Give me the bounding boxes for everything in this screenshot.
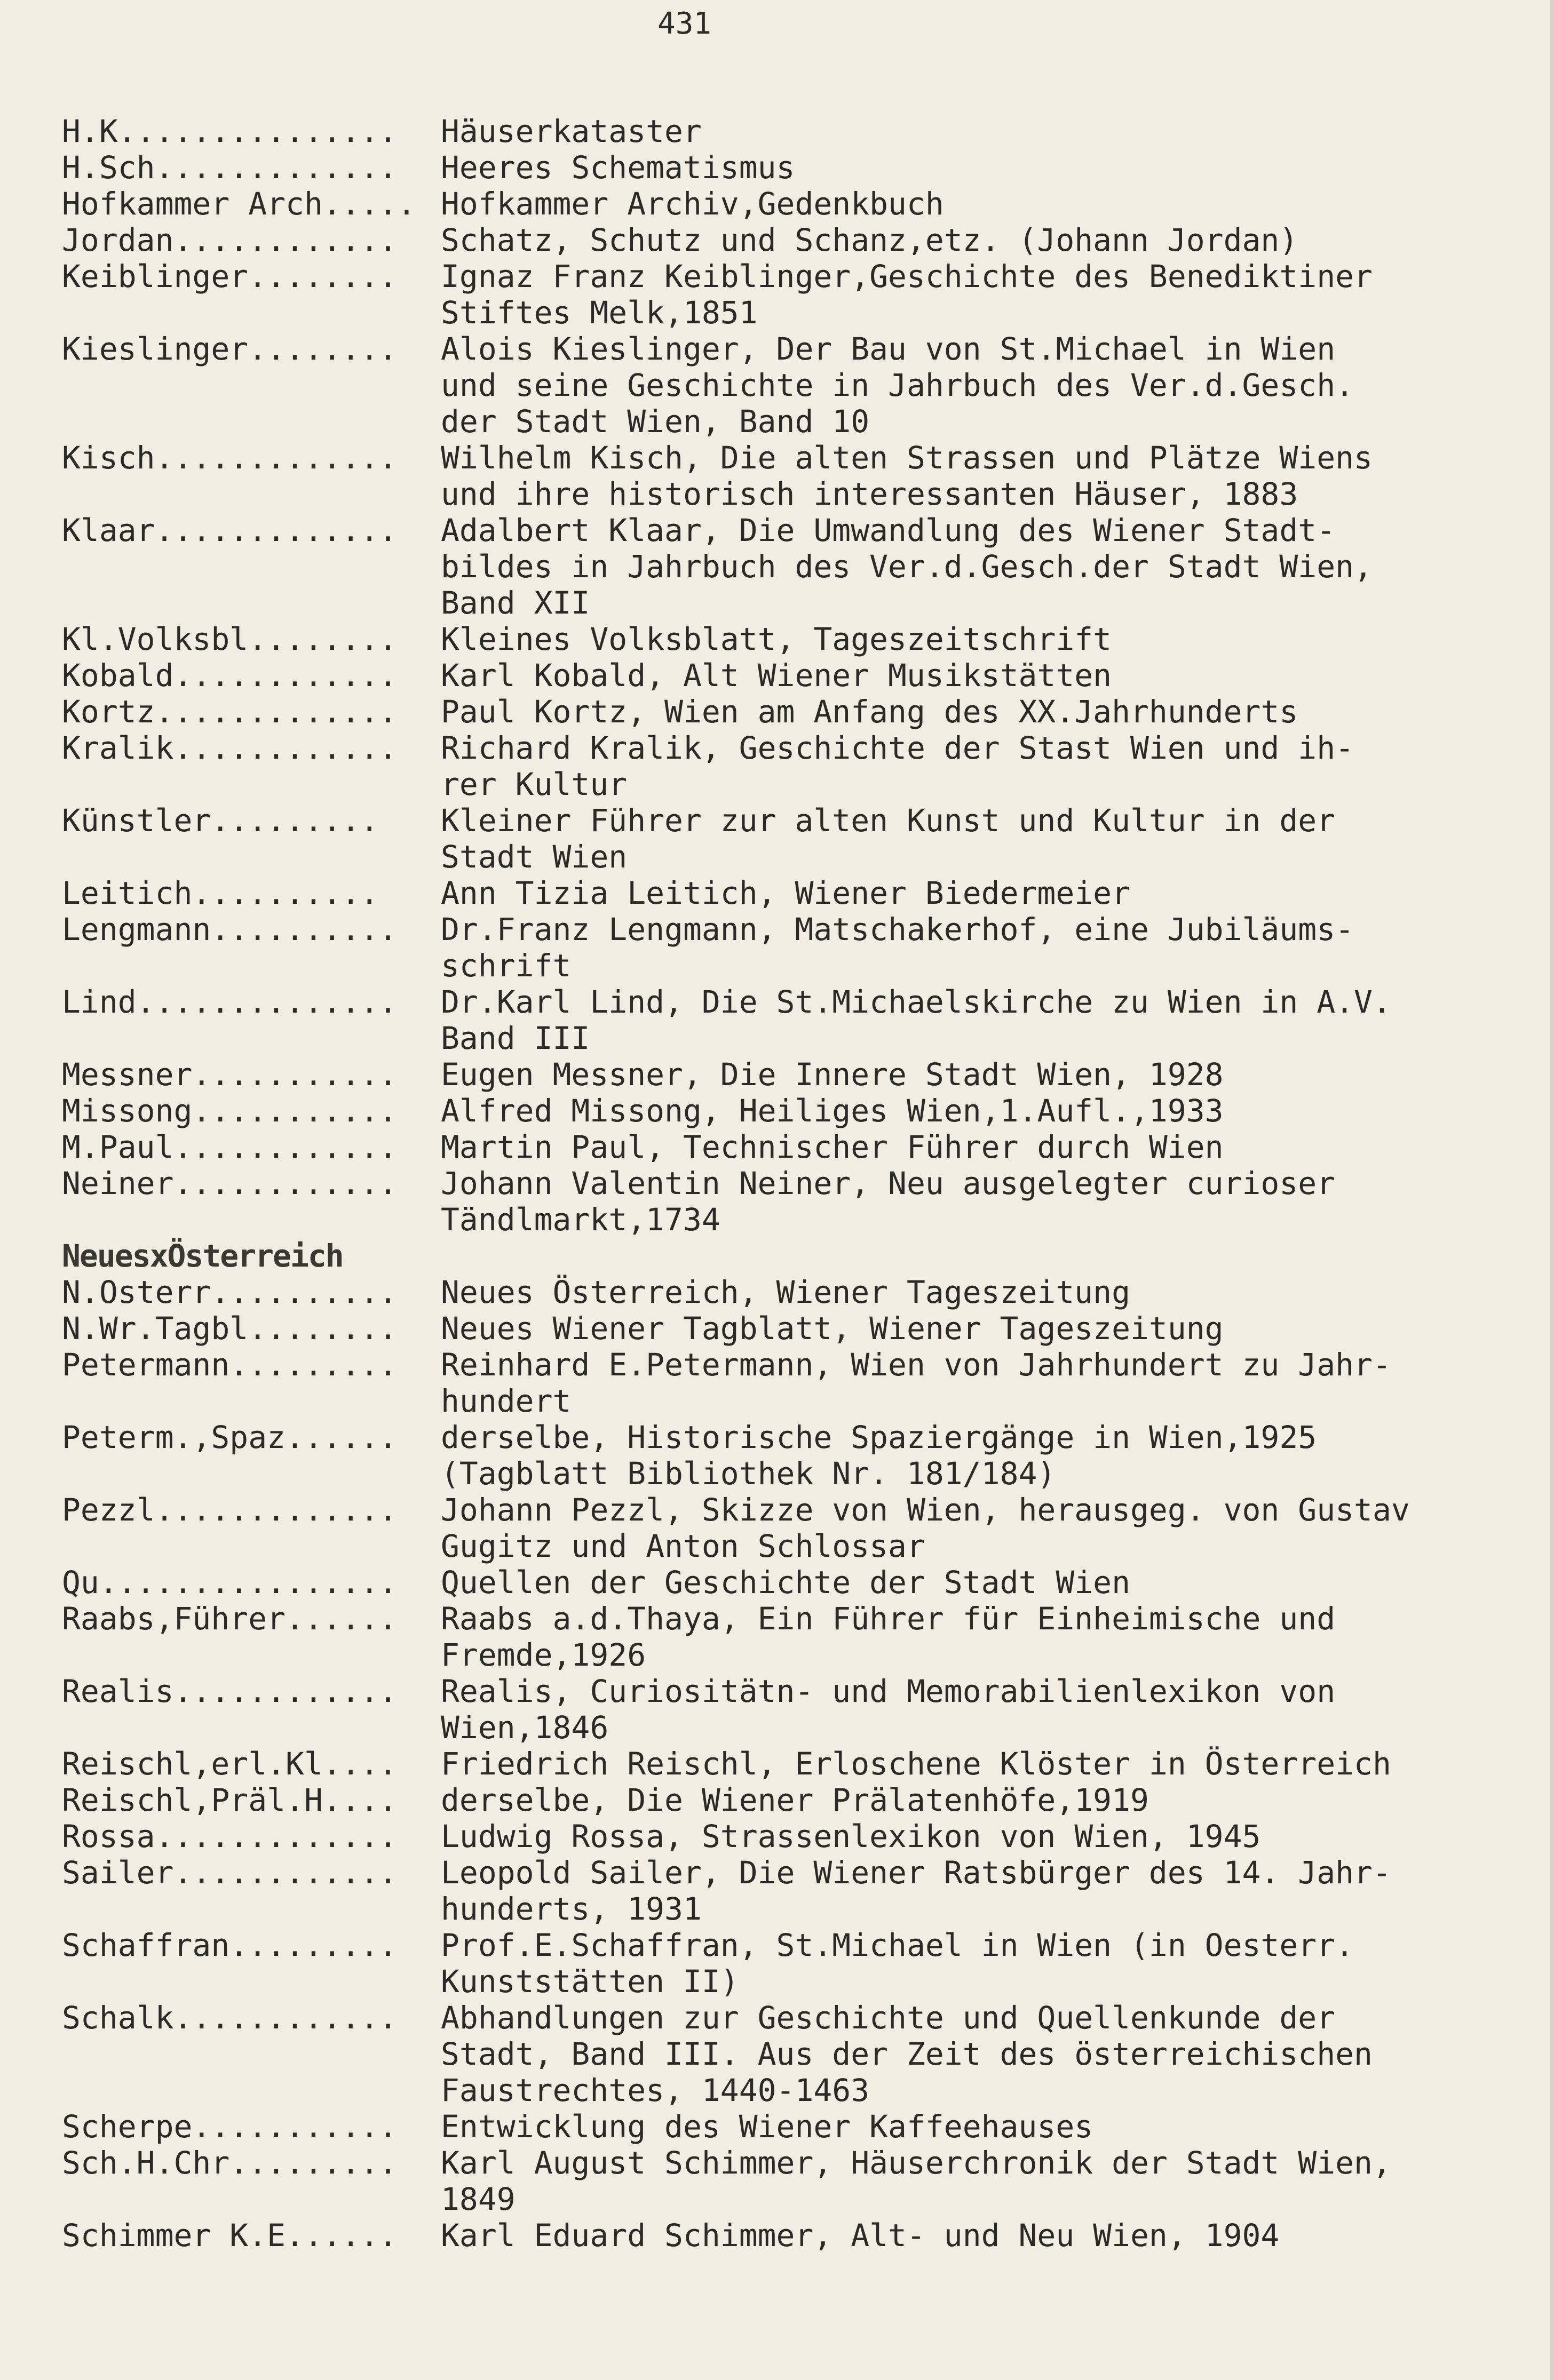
abbreviation-description (441, 1093, 1551, 1129)
abbreviation: Schaffran......... (62, 1927, 398, 1963)
abbreviation: H.K............... (62, 113, 398, 149)
description-line: Johann Valentin Neiner, Neu ausgelegter curioser (441, 1165, 1336, 1201)
description-line: hunderts, 1931 (441, 1891, 702, 1927)
description-line: Wilhelm Kisch, Die alten Strassen und Plätze Wiens (441, 440, 1373, 476)
abbreviation-description (441, 2217, 1551, 2254)
abbreviation-entry (62, 1492, 1554, 1564)
abbreviation-entry (62, 1564, 1554, 1601)
abbreviation-description (441, 694, 1551, 730)
abbreviation: Jordan............ (62, 222, 398, 258)
abbreviation-description (441, 258, 1551, 331)
description-line: und seine Geschichte in Jahrbuch des Ver.d.Gesch. (441, 367, 1354, 403)
description-line: Entwicklung des Wiener Kaffeehauses (441, 2108, 1093, 2145)
page-number: 431 (657, 6, 712, 41)
description-line: und ihre historisch interessanten Häuser, 1883 (441, 476, 1298, 512)
abbreviation-description (441, 984, 1551, 1056)
abbreviation: Schimmer K.E...... (62, 2217, 398, 2254)
abbreviation-description (441, 512, 1551, 621)
abbreviation-entry (62, 149, 1554, 186)
description-line: Hofkammer Archiv,Gedenkbuch (441, 186, 944, 222)
abbreviation-description (441, 1056, 1551, 1093)
description-line: Friedrich Reischl, Erloschene Klöster in Österreich (441, 1746, 1391, 1782)
description-line: Wien,1846 (441, 1709, 609, 1746)
abbreviation: Reischl,Präl.H.... (62, 1782, 398, 1818)
abbreviation-description (441, 730, 1551, 802)
description-line: Martin Paul, Technischer Führer durch Wien (441, 1129, 1224, 1165)
abbreviation-entry (62, 1782, 1554, 1818)
abbreviation-entry (62, 875, 1554, 911)
abbreviation-description (441, 1818, 1551, 1854)
abbreviation: Raabs,Führer...... (62, 1601, 398, 1637)
description-line: rer Kultur (441, 766, 628, 802)
description-line: Stiftes Melk,1851 (441, 294, 758, 331)
description-line: der Stadt Wien, Band 10 (441, 403, 870, 440)
abbreviation-entry (62, 730, 1554, 802)
abbreviation-entry (62, 258, 1554, 331)
abbreviation: Petermann......... (62, 1347, 398, 1383)
description-line: Faustrechtes, 1440-1463 (441, 2072, 870, 2108)
description-line: Stadt, Band III. Aus der Zeit des österreichischen (441, 2036, 1373, 2072)
abbreviation-description (441, 113, 1551, 149)
abbreviation: Realis............ (62, 1673, 398, 1709)
description-line: schrift (441, 948, 572, 984)
abbreviation-description (441, 440, 1551, 512)
abbreviation-entry (62, 1927, 1554, 2000)
abbreviation-description (441, 1347, 1551, 1419)
abbreviation: Klaar............. (62, 512, 398, 548)
abbreviation-description (441, 802, 1551, 875)
description-line: Tändlmarkt,1734 (441, 1201, 720, 1238)
description-line: 1849 (441, 2181, 516, 2217)
description-line: Kunststätten II) (441, 1963, 739, 2000)
abbreviation-entry (62, 1129, 1554, 1165)
abbreviation-description (441, 621, 1551, 657)
description-line: Neues Österreich, Wiener Tageszeitung (441, 1274, 1131, 1310)
description-line: Schatz, Schutz und Schanz,etz. (Johann Jordan) (441, 222, 1298, 258)
abbreviation-list (62, 113, 1554, 2254)
abbreviation: Missong........... (62, 1093, 398, 1129)
abbreviation-entry (62, 1673, 1554, 1746)
abbreviation-description (441, 875, 1551, 911)
description-line: Abhandlungen zur Geschichte und Quellenkunde der (441, 2000, 1336, 2036)
abbreviation-description (441, 1854, 1551, 1927)
abbreviation-entry (62, 186, 1554, 222)
abbreviation-description (441, 2108, 1551, 2145)
description-line: (Tagblatt Bibliothek Nr. 181/184) (441, 1455, 1056, 1492)
description-line: Stadt Wien (441, 839, 628, 875)
abbreviation-entry (62, 331, 1554, 440)
description-line: Realis, Curiositätn- und Memorabilienlexikon von (441, 1673, 1336, 1709)
description-line: Adalbert Klaar, Die Umwandlung des Wiener Stadt- (441, 512, 1336, 548)
abbreviation-description (441, 149, 1551, 186)
abbreviation: Qu................ (62, 1564, 398, 1601)
abbreviation-entry (62, 1093, 1554, 1129)
description-line: Kleiner Führer zur alten Kunst und Kultur in der (441, 802, 1336, 839)
abbreviation-description (441, 1274, 1551, 1310)
abbreviation-description (441, 1492, 1551, 1564)
abbreviation-entry (62, 1238, 1554, 1274)
abbreviation-description (441, 186, 1551, 222)
description-line: Ignaz Franz Keiblinger,Geschichte des Benediktiner (441, 258, 1373, 294)
abbreviation-description (441, 222, 1551, 258)
abbreviation: Kortz............. (62, 694, 398, 730)
abbreviation-entry (62, 2145, 1554, 2217)
abbreviation-description (441, 2000, 1551, 2108)
description-line: Fremde,1926 (441, 1637, 646, 1673)
description-line: Band XII (441, 585, 590, 621)
description-line: Quellen der Geschichte der Stadt Wien (441, 1564, 1131, 1601)
abbreviation-description (441, 1746, 1551, 1782)
abbreviation-description (441, 1564, 1551, 1601)
abbreviation-entry (62, 2108, 1554, 2145)
description-line: Dr.Franz Lengmann, Matschakerhof, eine Jubiläums- (441, 911, 1354, 948)
abbreviation: Neiner............ (62, 1165, 398, 1201)
abbreviation: Messner........... (62, 1056, 398, 1093)
abbreviation-entry (62, 1601, 1554, 1673)
abbreviation: Reischl,erl.Kl.... (62, 1746, 398, 1782)
abbreviation-entry (62, 222, 1554, 258)
description-line: Karl August Schimmer, Häuserchronik der Stadt Wien, (441, 2145, 1391, 2181)
description-line: Neues Wiener Tagblatt, Wiener Tageszeitung (441, 1310, 1224, 1347)
abbreviation-entry (62, 802, 1554, 875)
abbreviation-description (441, 1782, 1551, 1818)
description-line: Eugen Messner, Die Innere Stadt Wien, 1928 (441, 1056, 1224, 1093)
abbreviation-description (441, 1238, 1551, 1274)
abbreviation-entry (62, 1818, 1554, 1854)
abbreviation: Kisch............. (62, 440, 398, 476)
abbreviation-description (441, 331, 1551, 440)
abbreviation-entry (62, 1746, 1554, 1782)
description-line: Karl Kobald, Alt Wiener Musikstätten (441, 657, 1112, 694)
abbreviation-entry (62, 1419, 1554, 1492)
abbreviation-description (441, 1165, 1551, 1238)
description-line: Dr.Karl Lind, Die St.Michaelskirche zu Wien in A.V. (441, 984, 1391, 1020)
abbreviation: Kobald............ (62, 657, 398, 694)
abbreviation: Hofkammer Arch..... (62, 186, 416, 222)
abbreviation: Schalk............ (62, 2000, 398, 2036)
abbreviation: Kieslinger........ (62, 331, 398, 367)
abbreviation-entry (62, 911, 1554, 984)
abbreviation-entry (62, 512, 1554, 621)
abbreviation-description (441, 1673, 1551, 1746)
description-line: Richard Kralik, Geschichte der Stast Wien und ih- (441, 730, 1354, 766)
description-line: Raabs a.d.Thaya, Ein Führer für Einheimische und (441, 1601, 1336, 1637)
description-line (441, 1238, 1551, 1274)
abbreviation-entry (62, 694, 1554, 730)
description-line: hundert (441, 1383, 572, 1419)
abbreviation: Keiblinger........ (62, 258, 398, 294)
abbreviation: Rossa............. (62, 1818, 398, 1854)
abbreviation-description (441, 911, 1551, 984)
description-line: Prof.E.Schaffran, St.Michael in Wien (in Oesterr. (441, 1927, 1354, 1963)
abbreviation-entry (62, 440, 1554, 512)
description-line: Heeres Schematismus (441, 149, 795, 186)
abbreviation-description (441, 2145, 1551, 2217)
abbreviation: Künstler......... (62, 802, 379, 839)
abbreviation-description (441, 1129, 1551, 1165)
abbreviation-entry (62, 1347, 1554, 1419)
abbreviation-description (441, 1310, 1551, 1347)
abbreviation-description (441, 1419, 1551, 1492)
abbreviation: Kl.Volksbl........ (62, 621, 398, 657)
abbreviation: Leitich.......... (62, 875, 379, 911)
page-edge (1550, 0, 1554, 2380)
abbreviation: Sailer............ (62, 1854, 398, 1891)
abbreviation-entry (62, 1854, 1554, 1927)
abbreviation-entry (62, 984, 1554, 1056)
abbreviation-entry (62, 113, 1554, 149)
abbreviation-description (441, 1927, 1551, 2000)
description-line: Karl Eduard Schimmer, Alt- und Neu Wien, 1904 (441, 2217, 1280, 2254)
description-line: Gugitz und Anton Schlossar (441, 1528, 925, 1564)
description-line: derselbe, Historische Spaziergänge in Wien,1925 (441, 1419, 1317, 1455)
description-line: Ludwig Rossa, Strassenlexikon von Wien, 1945 (441, 1818, 1261, 1854)
abbreviation: Peterm.,Spaz...... (62, 1419, 398, 1455)
abbreviation-entry (62, 621, 1554, 657)
abbreviation: Lengmann.......... (62, 911, 398, 948)
abbreviation: Scherpe........... (62, 2108, 398, 2145)
description-line: Häuserkataster (441, 113, 702, 149)
description-line: Reinhard E.Petermann, Wien von Jahrhundert zu Jahr- (441, 1347, 1391, 1383)
abbreviation-description (441, 657, 1551, 694)
abbreviation: N.Osterr.......... (62, 1274, 398, 1310)
description-line: Alfred Missong, Heiliges Wien,1.Aufl.,1933 (441, 1093, 1224, 1129)
abbreviation: Pezzl............. (62, 1492, 398, 1528)
description-line: bildes in Jahrbuch des Ver.d.Gesch.der Stadt Wien, (441, 548, 1373, 585)
abbreviation-entry (62, 657, 1554, 694)
description-line: Paul Kortz, Wien am Anfang des XX.Jahrhunderts (441, 694, 1298, 730)
abbreviation-description (441, 1601, 1551, 1673)
abbreviation-entry (62, 1310, 1554, 1347)
description-line: Leopold Sailer, Die Wiener Ratsbürger des 14. Jahr- (441, 1854, 1391, 1891)
abbreviation: N.Wr.Tagbl........ (62, 1310, 398, 1347)
description-line: derselbe, Die Wiener Prälatenhöfe,1919 (441, 1782, 1149, 1818)
struck-abbreviation: NeuesxÖsterreich (62, 1238, 343, 1274)
description-line: Band III (441, 1020, 590, 1056)
description-line: Alois Kieslinger, Der Bau von St.Michael in Wien (441, 331, 1336, 367)
abbreviation: Lind.............. (62, 984, 398, 1020)
abbreviation-entry (62, 2000, 1554, 2108)
abbreviation: H.Sch............. (62, 149, 398, 186)
abbreviation: Kralik............ (62, 730, 398, 766)
abbreviation-entry (62, 1165, 1554, 1238)
abbreviation: M.Paul............ (62, 1129, 398, 1165)
abbreviation: Sch.H.Chr......... (62, 2145, 398, 2181)
description-line: Ann Tizia Leitich, Wiener Biedermeier (441, 875, 1131, 911)
abbreviation-entry (62, 1274, 1554, 1310)
description-line: Johann Pezzl, Skizze von Wien, herausgeg. von Gustav (441, 1492, 1410, 1528)
description-line: Kleines Volksblatt, Tageszeitschrift (441, 621, 1112, 657)
abbreviation-entry (62, 1056, 1554, 1093)
abbreviation-entry (62, 2217, 1554, 2254)
